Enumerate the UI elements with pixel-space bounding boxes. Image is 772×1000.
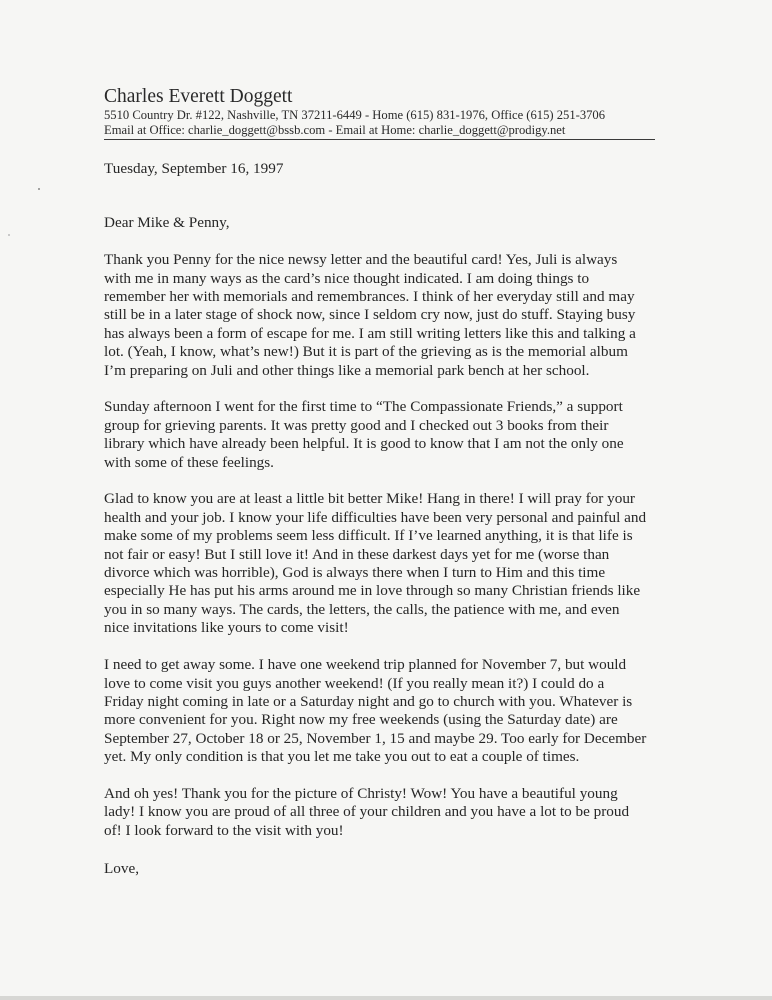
scan-edge [0, 996, 772, 1000]
salutation: Dear Mike & Penny, [104, 214, 230, 232]
text-line: Friday night coming in late or a Saturday night and go to church with you. Whatever is [104, 692, 633, 710]
text-line: September 27, October 18 or 25, November 1, 15 and maybe 29. Too early for December [104, 729, 647, 747]
paragraph-1 [104, 251, 656, 380]
letter-body [104, 86, 656, 879]
text-line: yet. My only condition is that you let me take you out to eat a couple of times. [104, 748, 580, 766]
text-line: And oh yes! Thank you for the picture of Christy! Wow! You have a beautiful young [104, 784, 618, 802]
letterhead-address: 5510 Country Dr. #122, Nashville, TN 37211-6449 - Home (615) 831-1976, Office (615) 251-3706 [104, 108, 606, 122]
text-line: still be in a later stage of shock now, since I seldom cry now, just do stuff. Staying busy [104, 306, 636, 324]
text-line: remember her with memorials and remembrances. I think of her everyday still and may [104, 288, 635, 306]
text-line: more convenient for you. Right now my free weekends (using the Saturday date) are [104, 711, 618, 729]
text-line: I need to get away some. I have one weekend trip planned for November 7, but would [104, 656, 627, 674]
closing: Love, [104, 860, 140, 878]
text-line: with some of these feelings. [104, 453, 274, 471]
text-line: Glad to know you are at least a little bit better Mike! Hang in there! I will pray for your [104, 490, 635, 508]
text-line: especially He has put his arms around me in love through so many Christian friends like [104, 582, 641, 600]
text-line: lot. (Yeah, I know, what’s new!) But it is part of the grieving as is the memorial album [104, 343, 628, 361]
text-line: divorce which was horrible), God is always there when I turn to Him and this time [104, 564, 606, 582]
paragraph-2 [104, 398, 656, 472]
paragraph-3 [104, 490, 656, 637]
text-line: library which have already been helpful. It is good to know that I am not the only one [104, 435, 624, 453]
paragraph-5 [104, 785, 656, 840]
letterhead-name: Charles Everett Doggett [104, 86, 293, 107]
text-line: you in so many ways. The cards, the letters, the calls, the patience with me, and even [104, 600, 620, 618]
text-line: make some of my problems seem less difficult. If I’ve learned anything, it is that life is [104, 527, 633, 545]
text-line: of! I look forward to the visit with you! [104, 821, 344, 839]
text-line: love to come visit you guys another weekend! (If you really mean it?) I could do a [104, 674, 605, 692]
scan-speck [8, 234, 10, 236]
letter-date: Tuesday, September 16, 1997 [104, 160, 284, 177]
scan-speck [38, 188, 40, 190]
letterhead-divider [104, 139, 655, 140]
text-line: has always been a form of escape for me. I am still writing letters like this and talking a [104, 324, 636, 342]
text-line: Thank you Penny for the nice newsy letter and the beautiful card! Yes, Juli is always [104, 251, 618, 269]
text-line: I’m preparing on Juli and other things like a memorial park bench at her school. [104, 361, 590, 379]
letterhead-emails: Email at Office: charlie_doggett@bssb.com - Email at Home: charlie_doggett@prodigy.net [104, 123, 566, 137]
text-line: with me in many ways as the card’s nice thought indicated. I am doing things to [104, 269, 590, 287]
text-line: group for grieving parents. It was pretty good and I checked out 3 books from their [104, 416, 609, 434]
paragraph-4 [104, 656, 656, 766]
text-line: not fair or easy! But I still love it! And in these darkest days yet for me (worse than [104, 545, 610, 563]
text-line: health and your job. I know your life difficulties have been very personal and painful and [104, 508, 647, 526]
text-line: nice invitations like yours to come visit! [104, 619, 349, 637]
text-line: lady! I know you are proud of all three of your children and you have a lot to be proud [104, 803, 630, 821]
text-line: Sunday afternoon I went for the first time to “The Compassionate Friends,” a support [104, 398, 623, 416]
